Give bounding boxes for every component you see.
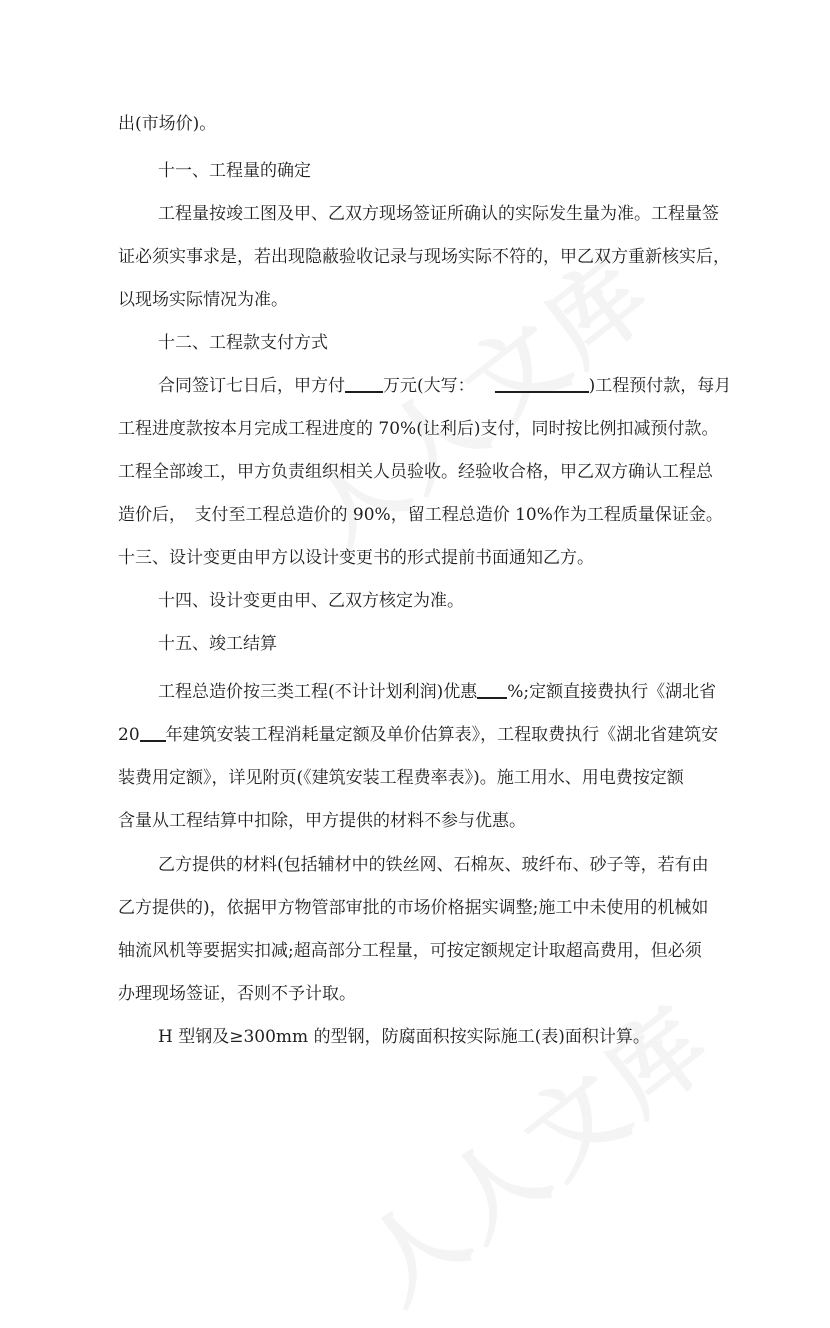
text-line bbox=[0, 680, 830, 704]
text-line: 乙方提供的)，依据甲方物管部审批的市场价格据实调整;施工中未使用的机械如 bbox=[118, 898, 709, 918]
section-heading: 十四、设计变更由甲、乙双方核定为准。 bbox=[158, 591, 464, 611]
text-line bbox=[0, 374, 830, 398]
text-line: 证必须实事求是，若出现隐蔽验收记录与现场实际不符的，甲乙双方重新核实后， bbox=[118, 247, 730, 267]
text-line: 办理现场签证，否则不予计取。 bbox=[118, 984, 356, 1004]
blank-year bbox=[140, 724, 166, 742]
blank-discount bbox=[477, 681, 507, 699]
text-segment: 20 bbox=[118, 725, 140, 745]
section-heading: 十五、竣工结算 bbox=[158, 634, 277, 654]
text-line: 以现场实际情况为准。 bbox=[118, 290, 288, 310]
blank-amount bbox=[345, 375, 383, 393]
text-segment: 工程总造价按三类工程(不计计划利润)优惠 bbox=[158, 682, 478, 702]
text-line: 出(市场价)。 bbox=[118, 114, 217, 134]
section-heading: 十二、工程款支付方式 bbox=[158, 333, 328, 353]
text-line: 含量从工程结算中扣除，甲方提供的材料不参与优惠。 bbox=[118, 811, 526, 831]
text-segment: )工程预付款，每月 bbox=[588, 376, 732, 396]
section-heading: 十三、设计变更由甲方以设计变更书的形式提前书面通知乙方。 bbox=[118, 548, 594, 568]
text-line: H 型钢及≥300mm 的型钢，防腐面积按实际施工(表)面积计算。 bbox=[158, 1027, 650, 1047]
blank-amount-words bbox=[495, 375, 589, 393]
text-line: 工程量按竣工图及甲、乙双方现场签证所确认的实际发生量为准。工程量签 bbox=[158, 204, 719, 224]
section-heading: 十一、工程量的确定 bbox=[158, 161, 311, 181]
text-segment: 合同签订七日后，甲方付 bbox=[158, 376, 345, 396]
watermark-logo bbox=[331, 969, 737, 1328]
text-segment: 万元(大写： bbox=[383, 376, 475, 396]
text-segment: 年建筑安装工程消耗量定额及单价估算表》，工程取费执行《湖北省建筑安 bbox=[165, 725, 719, 745]
text-line bbox=[0, 723, 830, 747]
text-line: 工程全部竣工，甲方负责组织相关人员验收。经验收合格，甲乙双方确认工程总 bbox=[118, 462, 713, 482]
text-line: 装费用定额》，详见附页(《建筑安装工程费率表》)。施工用水、用电费按定额 bbox=[118, 768, 684, 788]
text-line: 轴流风机等要据实扣减;超高部分工程量，可按定额规定计取超高费用，但必须 bbox=[118, 941, 702, 961]
text-segment: %;定额直接费执行《湖北省 bbox=[507, 682, 717, 702]
text-line: 造价后， 支付至工程总造价的 90%，留工程总造价 10%作为工程质量保证金。 bbox=[118, 505, 723, 525]
text-line: 乙方提供的材料(包括辅材中的铁丝网、石棉灰、玻纤布、砂子等，若有由 bbox=[158, 855, 709, 875]
text-line: 工程进度款按本月完成工程进度的 70%(让利后)支付，同时按比例扣减预付款。 bbox=[118, 419, 719, 439]
